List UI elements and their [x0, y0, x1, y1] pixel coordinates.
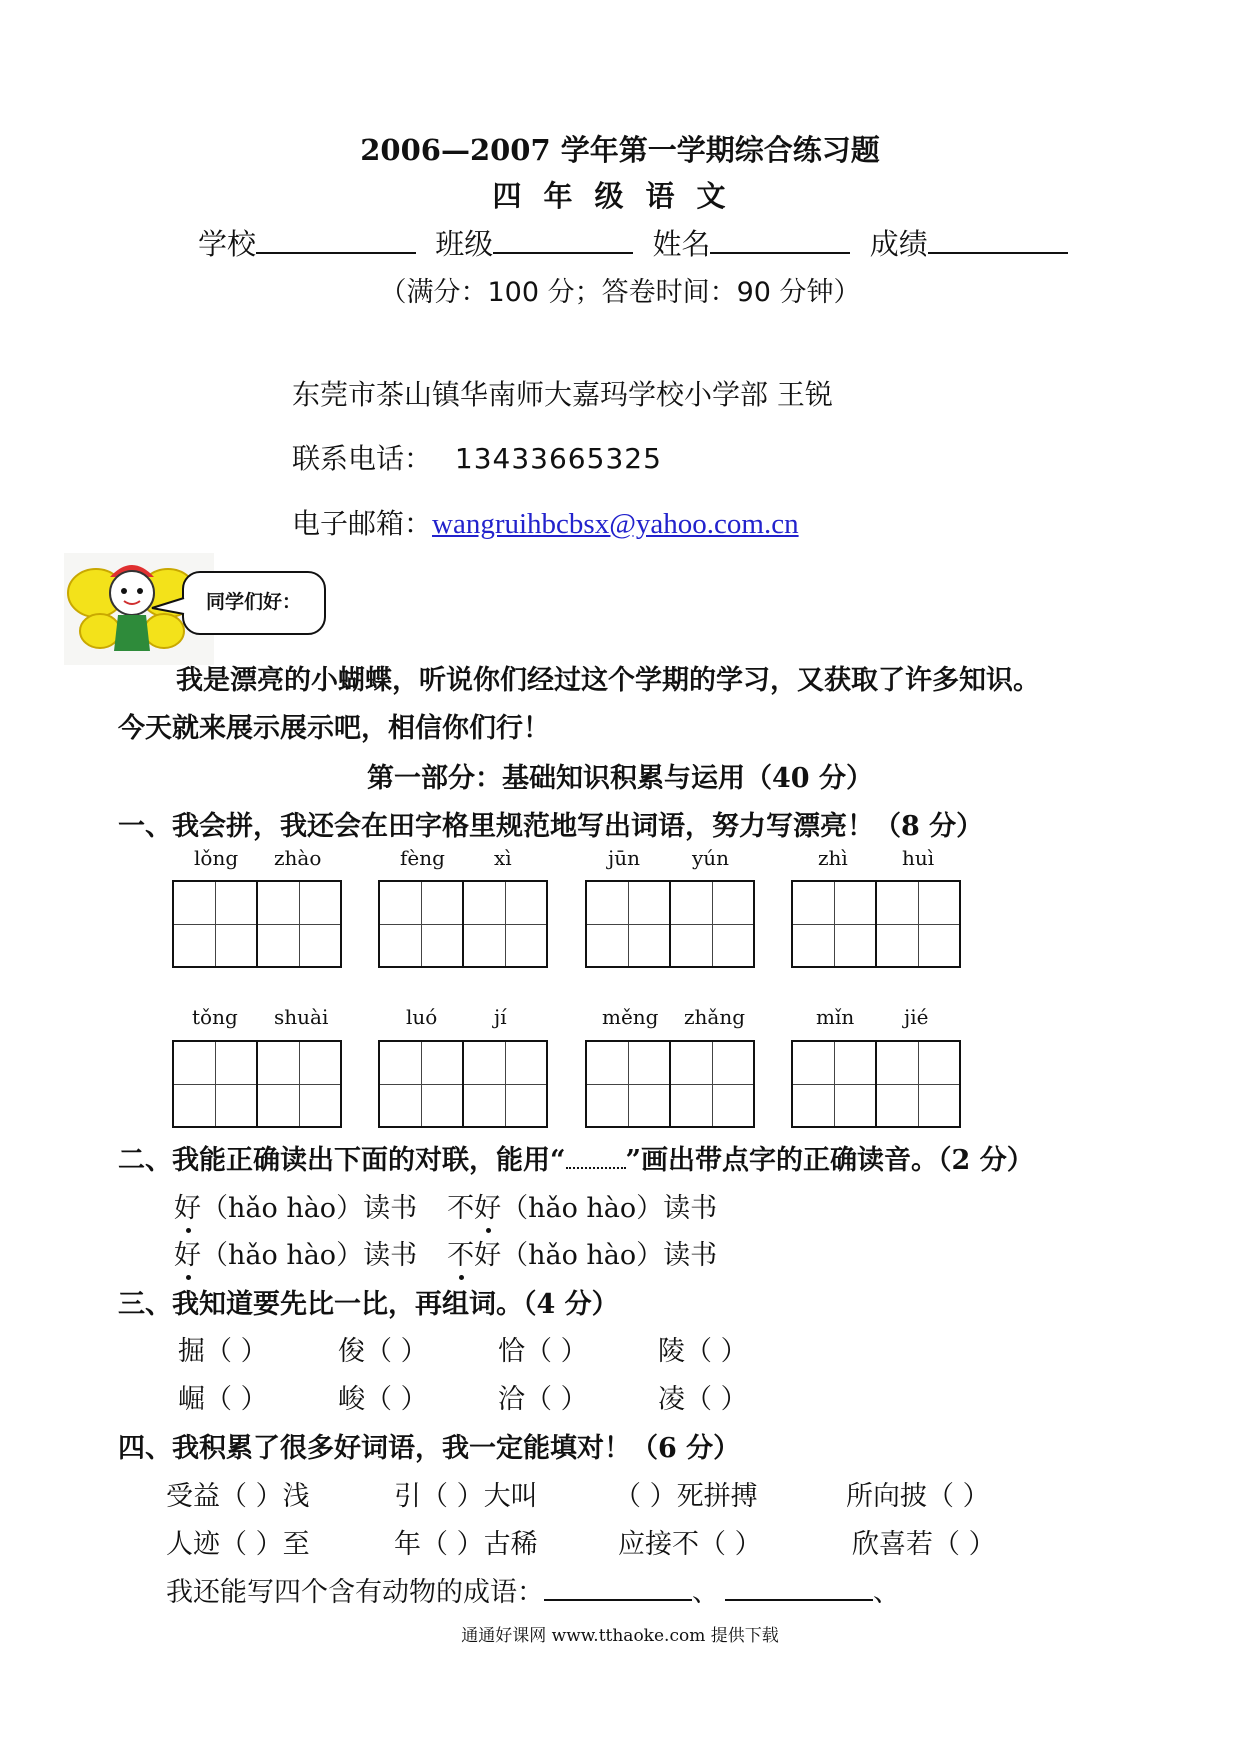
q2-title-b: ”画出带点字的正确读音。（2 分） [625, 1145, 1034, 1176]
author-line: 东莞市茶山镇华南师大嘉玛学校小学部 王锐 [292, 378, 833, 411]
pinyin: huì [902, 846, 935, 870]
couplet-line-1 [174, 1186, 717, 1225]
pinyin: shuài [274, 1005, 329, 1029]
tianzige-box[interactable] [791, 880, 961, 968]
couplet-char: 好 [474, 1240, 502, 1271]
tianzige-box[interactable] [585, 880, 755, 968]
separator: 、 [692, 1577, 719, 1608]
student-info-row [198, 222, 1078, 263]
pinyin: lǒng [194, 846, 239, 870]
exam-note: （满分：100 分；答卷时间：90 分钟） [379, 277, 861, 308]
pinyin-choice[interactable]: （hǎo hào）读书 [201, 1193, 418, 1224]
name-blank[interactable] [710, 222, 850, 254]
school-label: 学校 [198, 227, 257, 261]
phone-number: 13433665325 [454, 442, 662, 475]
name-label: 姓名 [652, 227, 711, 261]
idiom-blank[interactable]: 欣喜若（ ） [852, 1529, 996, 1560]
pinyin: jūn [608, 846, 640, 870]
tianzige-box[interactable] [378, 1040, 548, 1128]
dotted-char: 好 [174, 1233, 201, 1272]
q3-item[interactable]: 洽（ ） [498, 1384, 588, 1415]
score-label: 成绩 [869, 227, 928, 261]
q3-item[interactable]: 俊（ ） [338, 1336, 428, 1367]
greeting-bubble [182, 571, 326, 635]
pinyin: zhào [274, 846, 322, 870]
q2-title [118, 1138, 1034, 1177]
pinyin: zhì [818, 846, 848, 870]
pinyin: jié [904, 1005, 929, 1029]
q2-title-a: 二、我能正确读出下面的对联，能用“ [118, 1145, 566, 1176]
exam-subtitle: 四年级语文 [492, 179, 748, 213]
animal-idiom-prompt: 我还能写四个含有动物的成语： [166, 1577, 544, 1608]
tianzige-box[interactable] [172, 1040, 342, 1128]
q4-title: 四、我积累了很多好词语，我一定能填对！（6 分） [118, 1433, 741, 1464]
q1-title: 一、我会拼，我还会在田字格里规范地写出词语，努力写漂亮！（8 分） [118, 811, 984, 842]
footer-source: 通通好课网 www.tthaoke.com 提供下载 [461, 1626, 779, 1646]
q3-item[interactable]: 恰（ ） [498, 1336, 588, 1367]
dotted-char: 好 [474, 1186, 501, 1225]
idiom-blank[interactable]: 人迹（ ）至 [166, 1529, 310, 1560]
idiom-blank[interactable]: （ ）死拼搏 [614, 1481, 758, 1512]
exam-title: 2006—2007 学年第一学期综合练习题 [360, 133, 880, 167]
dotted-char: 不 [447, 1233, 474, 1272]
q3-item[interactable]: 掘（ ） [178, 1336, 268, 1367]
separator: 、 [873, 1577, 900, 1608]
pinyin: zhǎng [684, 1005, 746, 1029]
pinyin-choice[interactable]: （hǎo hào）读书 [501, 1193, 718, 1224]
school-blank[interactable] [256, 222, 416, 254]
tianzige-box[interactable] [585, 1040, 755, 1128]
couplet-char: 不 [447, 1193, 475, 1224]
tianzige-box[interactable] [378, 880, 548, 968]
phone-label: 联系电话： [292, 442, 433, 475]
intro-line-2: 今天就来展示展示吧，相信你们行！ [118, 713, 550, 744]
idiom-blank[interactable]: 所向披（ ） [846, 1481, 990, 1512]
dotted-char: 好 [174, 1186, 201, 1225]
bubble-tail-icon [150, 596, 186, 618]
q3-item[interactable]: 崛（ ） [178, 1384, 268, 1415]
idiom-blank[interactable]: 引（ ）大叫 [394, 1481, 538, 1512]
idiom-blank[interactable]: 应接不（ ） [618, 1529, 762, 1560]
phone-line [292, 437, 662, 477]
email-label: 电子邮箱： [292, 507, 433, 540]
idiom-blank[interactable]: 年（ ）古稀 [394, 1529, 538, 1560]
q3-item[interactable]: 陵（ ） [658, 1336, 748, 1367]
q2-underline-sample [566, 1143, 626, 1169]
pinyin: mǐn [816, 1005, 855, 1029]
pinyin: měng [602, 1005, 659, 1029]
greeting-text: 同学们好： [206, 591, 302, 613]
class-blank[interactable] [493, 222, 633, 254]
email-link[interactable]: wangruihbcbsx@yahoo.com.cn [432, 508, 799, 540]
class-label: 班级 [435, 227, 494, 261]
pinyin: xì [494, 846, 512, 870]
q3-title: 三、我知道要先比一比，再组词。（4 分） [118, 1289, 619, 1320]
animal-idiom-row [166, 1570, 900, 1609]
score-blank[interactable] [928, 222, 1068, 254]
pinyin: yún [692, 846, 730, 870]
pinyin: fèng [400, 846, 445, 870]
pinyin: tǒng [192, 1005, 238, 1029]
couplet-line-2 [174, 1233, 717, 1272]
q3-item[interactable]: 凌（ ） [658, 1384, 748, 1415]
pinyin: jí [494, 1005, 507, 1029]
pinyin-choice[interactable]: （hǎo hào）读书 [501, 1240, 718, 1271]
pinyin: luó [406, 1005, 438, 1029]
email-line [292, 502, 799, 542]
tianzige-box[interactable] [172, 880, 342, 968]
intro-line-1: 我是漂亮的小蝴蝶，听说你们经过这个学期的学习，又获取了许多知识。 [176, 665, 1040, 696]
q3-item[interactable]: 峻（ ） [338, 1384, 428, 1415]
tianzige-box[interactable] [791, 1040, 961, 1128]
idiom-blank[interactable]: 受益（ ）浅 [166, 1481, 310, 1512]
pinyin-choice[interactable]: （hǎo hào）读书 [201, 1240, 418, 1271]
part1-heading: 第一部分：基础知识积累与运用（40 分） [367, 763, 873, 794]
answer-blank[interactable] [725, 1577, 873, 1601]
answer-blank[interactable] [544, 1577, 692, 1601]
